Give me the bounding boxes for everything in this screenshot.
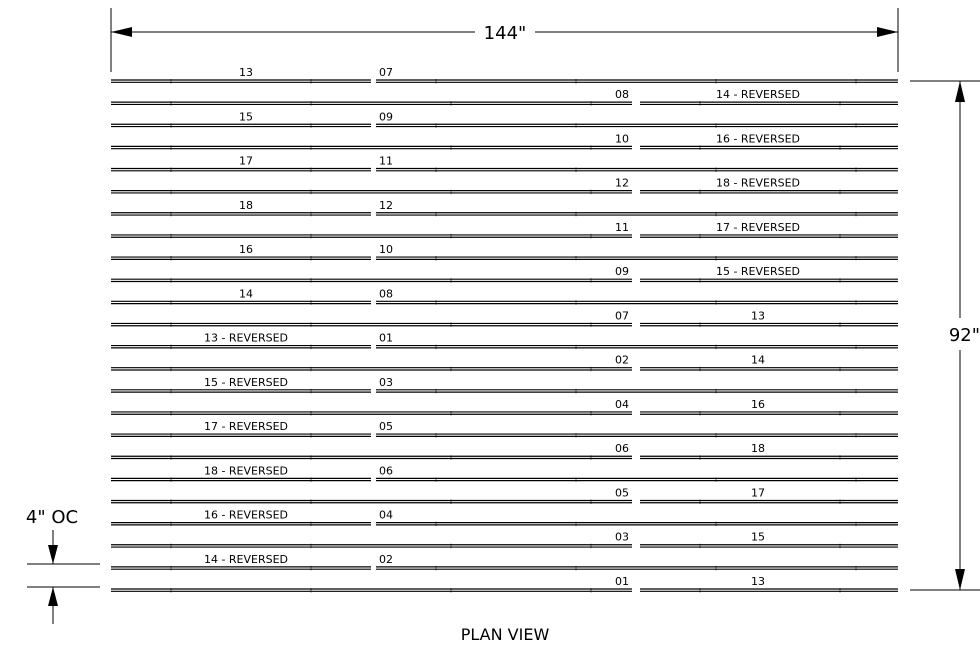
board-row (111, 243, 898, 261)
board-segment (111, 88, 632, 106)
board-segment (640, 398, 898, 416)
board-label: 15 (239, 110, 253, 124)
board-label: 15 - REVERSED (203, 375, 289, 389)
board-label: 07 (615, 309, 629, 323)
board-label: 13 - REVERSED (203, 331, 289, 345)
board-row (111, 575, 898, 593)
board-rows (111, 66, 898, 593)
spacing-label: 4" OC (25, 507, 79, 528)
board-segment (376, 243, 898, 261)
board-label: 16 - REVERSED (715, 132, 801, 146)
board-row (111, 199, 898, 217)
board-segment (376, 110, 898, 128)
board-label: 17 - REVERSED (715, 220, 801, 234)
board-segment (111, 420, 371, 438)
board-segment (376, 155, 898, 173)
board-label: 14 - REVERSED (715, 88, 801, 102)
board-label: 08 (379, 287, 393, 301)
board-segment (640, 88, 898, 106)
board-segment (640, 354, 898, 372)
board-segment (376, 464, 898, 482)
board-row (111, 531, 898, 549)
board-label: 09 (615, 265, 629, 279)
board-segment (640, 177, 898, 195)
board-label: 16 - REVERSED (203, 508, 289, 522)
board-segment (376, 199, 898, 217)
board-segment (111, 265, 632, 283)
board-label: 04 (379, 508, 393, 522)
height-dimension (910, 81, 980, 590)
board-label: 05 (379, 420, 393, 434)
board-segment (640, 221, 898, 239)
plan-title: PLAN VIEW (460, 625, 550, 644)
board-segment (111, 309, 632, 327)
board-segment (111, 531, 632, 549)
board-segment (111, 398, 632, 416)
board-segment (376, 420, 898, 438)
board-label: 05 (615, 486, 629, 500)
board-label: 12 (615, 176, 629, 190)
board-label: 11 (379, 154, 393, 168)
board-segment (111, 575, 632, 593)
board-label: 18 (751, 442, 765, 456)
board-label: 06 (379, 464, 393, 478)
board-segment (111, 376, 371, 394)
board-segment (111, 287, 371, 305)
board-label: 17 (751, 486, 765, 500)
board-label: 14 (239, 287, 253, 301)
board-label: 01 (615, 575, 629, 588)
board-segment (376, 287, 898, 305)
board-label: 11 (615, 220, 629, 234)
board-label: 03 (615, 530, 629, 544)
board-label: 06 (615, 442, 629, 456)
board-row (111, 177, 898, 195)
board-row (111, 442, 898, 460)
height-arrow-up-icon (955, 81, 965, 102)
board-label: 14 - REVERSED (203, 552, 289, 566)
board-row (111, 88, 898, 106)
board-row (111, 110, 898, 128)
width-dimension (111, 8, 898, 72)
board-label: 17 (239, 154, 253, 168)
board-label: 18 - REVERSED (203, 464, 289, 478)
board-row (111, 354, 898, 372)
board-label: 02 (615, 353, 629, 367)
board-label: 13 (239, 66, 253, 79)
board-segment (640, 442, 898, 460)
board-label: 01 (379, 331, 393, 345)
board-segment (111, 199, 371, 217)
board-row (111, 398, 898, 416)
board-segment (111, 486, 632, 504)
board-label: 07 (379, 66, 393, 79)
board-segment (111, 177, 632, 195)
board-segment (640, 265, 898, 283)
board-row (111, 486, 898, 504)
board-row (111, 420, 898, 438)
board-row (111, 332, 898, 350)
board-row (111, 509, 898, 527)
board-row (111, 66, 898, 84)
board-segment (111, 66, 371, 84)
board-label: 18 (239, 198, 253, 212)
board-segment (111, 509, 371, 527)
board-label: 15 (751, 530, 765, 544)
board-segment (376, 509, 898, 527)
board-label: 09 (379, 110, 393, 124)
board-label: 13 (751, 575, 765, 588)
board-label: 10 (615, 132, 629, 146)
board-segment (640, 575, 898, 593)
board-segment (376, 553, 898, 571)
board-label: 10 (379, 243, 393, 257)
board-segment (640, 531, 898, 549)
board-segment (376, 66, 898, 84)
board-segment (111, 132, 632, 150)
board-segment (111, 110, 371, 128)
board-segment (640, 309, 898, 327)
board-label: 04 (615, 397, 629, 411)
board-row (111, 464, 898, 482)
board-segment (111, 464, 371, 482)
width-arrow-right-icon (877, 27, 898, 37)
width-label: 144" (483, 23, 527, 44)
board-segment (376, 332, 898, 350)
board-row (111, 287, 898, 305)
spacing-arrow-down-icon (48, 545, 58, 564)
board-label: 16 (239, 243, 253, 257)
board-label: 08 (615, 88, 629, 102)
board-row (111, 309, 898, 327)
board-segment (640, 132, 898, 150)
board-segment (111, 155, 371, 173)
board-label: 02 (379, 552, 393, 566)
board-label: 17 - REVERSED (203, 420, 289, 434)
height-label: 92" (948, 325, 980, 346)
board-segment (111, 442, 632, 460)
board-row (111, 376, 898, 394)
board-segment (111, 354, 632, 372)
board-segment (111, 332, 371, 350)
spacing-arrow-up-icon (48, 587, 58, 606)
spacing-dimension (26, 507, 100, 624)
board-row (111, 155, 898, 173)
board-segment (111, 243, 371, 261)
board-row (111, 221, 898, 239)
board-label: 12 (379, 198, 393, 212)
board-segment (111, 221, 632, 239)
board-row (111, 132, 898, 150)
board-label: 16 (751, 397, 765, 411)
width-arrow-left-icon (111, 27, 132, 37)
board-segment (376, 376, 898, 394)
board-label: 13 (751, 309, 765, 323)
board-label: 03 (379, 375, 393, 389)
height-arrow-down-icon (955, 569, 965, 590)
board-row (111, 265, 898, 283)
board-label: 15 - REVERSED (715, 265, 801, 279)
board-label: 14 (751, 353, 765, 367)
board-label: 18 - REVERSED (715, 176, 801, 190)
board-segment (640, 486, 898, 504)
board-row (111, 553, 898, 571)
board-segment (111, 553, 371, 571)
